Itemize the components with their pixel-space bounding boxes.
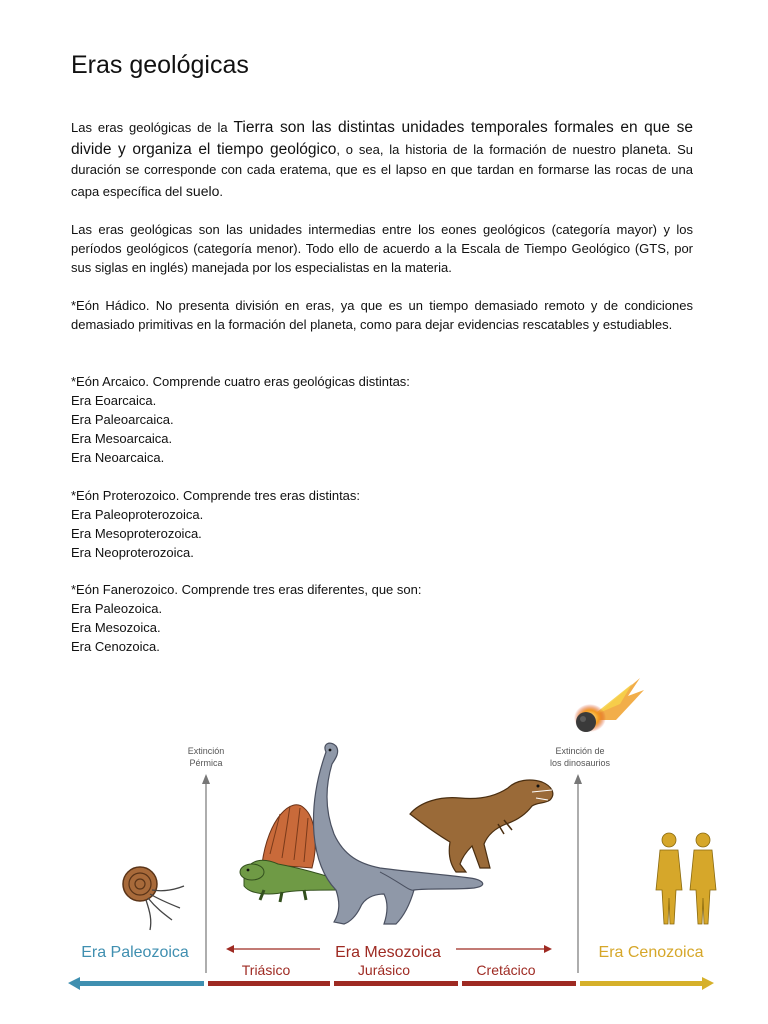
era-list-item: Era Paleoproterozoica. bbox=[71, 507, 204, 522]
eon-heading: *Eón Arcaico. Comprende cuatro eras geológicas distintas: bbox=[71, 374, 410, 389]
permian-extinction-label-line2: Pérmica bbox=[189, 758, 223, 768]
era-list-item: Era Mesoproterozoica. bbox=[71, 526, 202, 541]
page-title: Eras geológicas bbox=[71, 51, 249, 79]
link-tiempo-geologico: tiempo geológico bbox=[216, 140, 337, 158]
timeline-bar bbox=[68, 977, 714, 990]
intro-text: , o sea, la historia de la formación de nuestro bbox=[336, 141, 622, 157]
section-eon-fanerozoico bbox=[71, 580, 693, 656]
intro-text: . Su duración se corresponde con cada eratema, que es el lapso en que tardan en formarse las rocas de una capa específica del bbox=[71, 141, 693, 199]
era-list-item: Era Mesoarcaica. bbox=[71, 431, 173, 446]
era-list-item: Era Neoproterozoica. bbox=[71, 545, 194, 560]
period-triasico-label: Triásico bbox=[241, 962, 291, 978]
dinosaur-extinction-label-line2: los dinosaurios bbox=[549, 758, 611, 768]
link-tierra: Tierra bbox=[233, 119, 274, 136]
era-list-item: Era Paleozoica. bbox=[71, 601, 163, 616]
permian-extinction-marker bbox=[188, 746, 225, 973]
era-list-item: Era Mesozoica. bbox=[71, 620, 161, 635]
eon-heading: *Eón Proterozoico. Comprende tres eras distintas: bbox=[71, 488, 361, 503]
section-eon-proterozoico bbox=[71, 486, 693, 562]
geologic-eras-diagram bbox=[0, 668, 768, 1024]
era-mesozoica-label: Era Mesozoica bbox=[335, 944, 441, 961]
intro-text: . bbox=[219, 183, 223, 199]
meteor-icon bbox=[574, 678, 644, 732]
tyrannosaurus-icon bbox=[410, 780, 553, 872]
paragraph-eras-intermedias: Las eras geológicas son las unidades intermedias entre los eones geológicos (categoría mayor) y los períodos geológicos (categoría menor). Todo ello de acuerdo a la Escala de Tiempo Geológico (GTS, por sus siglas en inglés) manejada por los especialistas en la materia. bbox=[71, 222, 693, 275]
permian-extinction-label-line1: Extinción bbox=[187, 746, 225, 756]
link-suelo: suelo bbox=[185, 182, 220, 199]
eon-heading: *Eón Fanerozoico. Comprende tres eras diferentes, que son: bbox=[71, 582, 422, 597]
era-cenozoica-label: Era Cenozoica bbox=[598, 944, 704, 961]
period-cretacico-label: Cretácico bbox=[476, 962, 536, 978]
intro-text: son las distintas unidades temporales formales en que se divide y organiza el bbox=[71, 119, 694, 158]
era-paleozoica-label: Era Paleozoica bbox=[81, 944, 189, 961]
section-eon-arcaico bbox=[71, 372, 693, 467]
link-planeta: planeta bbox=[621, 140, 668, 157]
dinosaur-extinction-marker bbox=[550, 746, 611, 973]
era-list-item: Era Cenozoica. bbox=[71, 639, 160, 654]
era-list-item: Era Paleoarcaica. bbox=[71, 412, 174, 427]
period-jurasico-label: Jurásico bbox=[357, 962, 411, 978]
intro-paragraph bbox=[71, 118, 693, 202]
era-list-item: Era Neoarcaica. bbox=[71, 450, 165, 465]
humans-icon bbox=[656, 833, 716, 924]
paragraph-eon-hadico: *Eón Hádico. No presenta división en eras, ya que es un tiempo demasiado remoto y de condiciones demasiado primitivas en la formación del planeta, como para dejar evidencias rescatables y estudiables. bbox=[71, 298, 693, 332]
ammonite-icon bbox=[123, 867, 184, 930]
intro-text: Las eras geológicas de la bbox=[71, 120, 234, 135]
era-list-item: Era Eoarcaica. bbox=[71, 393, 157, 408]
dinosaur-extinction-label-line1: Extinción de bbox=[555, 746, 605, 756]
